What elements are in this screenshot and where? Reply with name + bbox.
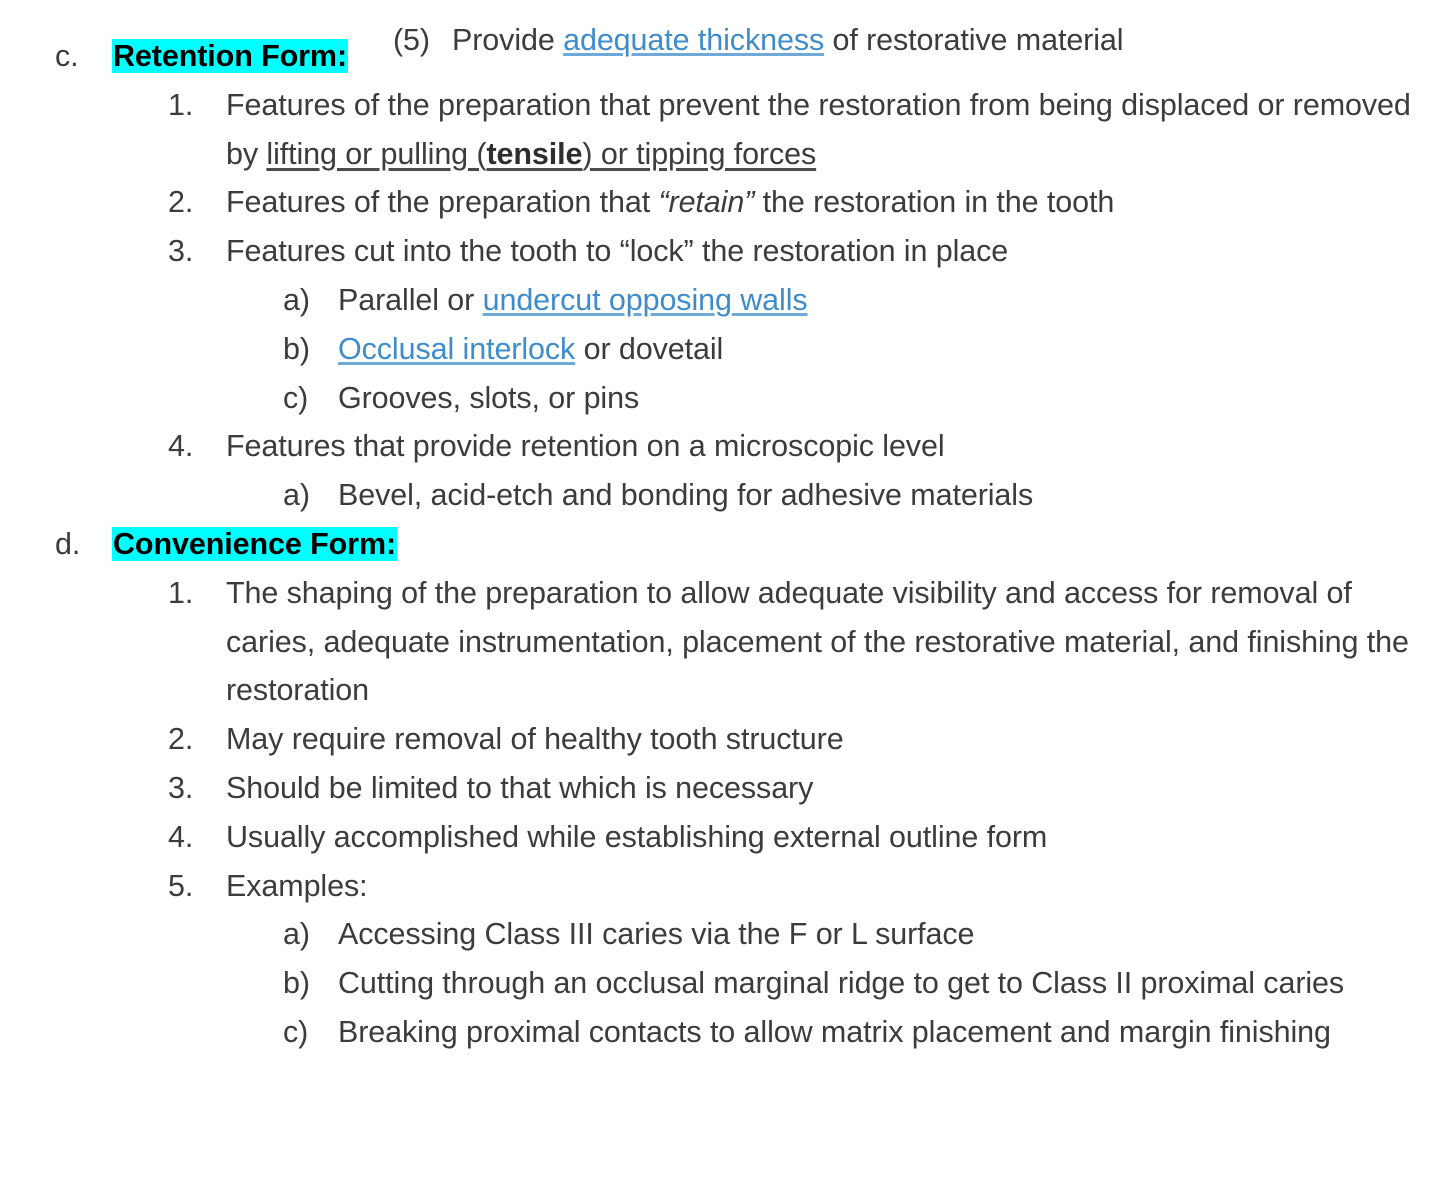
outline-item-text: [226, 178, 1440, 227]
text-run: Features of the preparation that prevent the restoration from being displaced or removed by: [226, 87, 1411, 171]
outline-item-convenience-5c: [0, 1008, 1440, 1057]
list-marker: 1.: [168, 575, 194, 610]
outline-item-retention-1: [0, 81, 1440, 179]
list-marker: a): [283, 478, 310, 513]
text-run: or dovetail: [575, 331, 724, 366]
outline-item-convenience-2: [0, 715, 1440, 764]
outline-item-text: Features cut into the tooth to “lock” the restoration in place: [226, 234, 1009, 269]
section-heading-retention-form: [0, 32, 1440, 81]
underlined-run: ) or tipping forces: [582, 136, 817, 171]
outline-item-text: [338, 276, 1440, 325]
list-marker: 2.: [168, 722, 194, 757]
italic-quote-retain: “retain”: [658, 185, 755, 220]
highlighted-heading: Retention Form:: [113, 39, 348, 73]
list-marker: 3.: [168, 770, 194, 805]
underlined-run: lifting or pulling (: [266, 136, 487, 171]
outline-item-retention-3c: [0, 374, 1440, 423]
list-marker: a): [283, 282, 310, 317]
outline-item-text: Cutting through an occlusal marginal ridge to get to Class II proximal caries: [338, 966, 1345, 1001]
outline-item-convenience-5b: [0, 959, 1440, 1008]
hyperlink-adequate-thickness[interactable]: adequate thickness: [563, 23, 825, 57]
outline-item-text: [338, 325, 1440, 374]
outline-item-text: Accessing Class III caries via the F or L surface: [338, 917, 975, 952]
outline-item-retention-3a: [0, 276, 1440, 325]
outline-item-convenience-4: [0, 813, 1440, 862]
outline-item-retention-2: [0, 178, 1440, 227]
heading-text: [112, 32, 1440, 81]
text-run: Features of the preparation that: [226, 185, 659, 220]
hyperlink-undercut-opposing-walls[interactable]: undercut opposing walls: [482, 282, 808, 317]
list-marker: 2.: [168, 185, 194, 220]
outline-item-text: [226, 81, 1440, 179]
section-heading-convenience-form: [0, 520, 1440, 569]
list-marker: c): [283, 380, 309, 415]
text-run: the restoration in the tooth: [754, 185, 1115, 220]
list-marker: 4.: [168, 819, 194, 854]
outline-item-retention-3b: [0, 325, 1440, 374]
list-marker: b): [283, 966, 310, 1001]
outline-item-text: Should be limited to that which is necessary: [226, 770, 814, 805]
list-marker: 5.: [168, 868, 194, 903]
list-marker: 1.: [168, 87, 194, 122]
list-marker: 3.: [168, 234, 194, 269]
outline-item-convenience-1: [0, 569, 1440, 715]
outline-item-convenience-5a: [0, 910, 1440, 959]
list-marker: b): [283, 331, 310, 366]
text-run: of restorative material: [824, 23, 1124, 57]
list-marker: c): [283, 1014, 309, 1049]
list-marker: d.: [55, 526, 81, 561]
text-run: Parallel or: [338, 282, 483, 317]
outline-item-text: Breaking proximal contacts to allow matrix placement and margin finishing: [338, 1014, 1331, 1049]
outline-item-text: Usually accomplished while establishing external outline form: [226, 819, 1048, 854]
outline-item-text: The shaping of the preparation to allow adequate visibility and access for removal of caries, adequate instrumentation, placement of the restorative material, and finishing the restoration: [226, 575, 1409, 708]
bold-underlined-run-tensile: tensile: [486, 136, 583, 171]
hyperlink-occlusal-interlock[interactable]: Occlusal interlock: [338, 331, 576, 366]
heading-text: [112, 520, 1440, 569]
text-run: Provide: [452, 23, 564, 57]
list-marker: a): [283, 917, 310, 952]
outline-item-retention-3: [0, 227, 1440, 276]
outline-item-text: May require removal of healthy tooth structure: [226, 722, 844, 757]
outline-item-retention-4: [0, 422, 1440, 471]
outline-item-convenience-5: [0, 862, 1440, 911]
list-marker: 4.: [168, 429, 194, 464]
highlighted-heading: Convenience Form:: [113, 526, 397, 561]
outline-item-text: Features that provide retention on a microscopic level: [226, 429, 945, 464]
document-page: [0, 23, 1440, 1186]
outline-item-convenience-3: [0, 764, 1440, 813]
outline-item-retention-4a: [0, 471, 1440, 520]
outline-item-text: Bevel, acid-etch and bonding for adhesive materials: [338, 478, 1034, 513]
list-marker: (5): [393, 23, 430, 57]
outline-item-text: Grooves, slots, or pins: [338, 380, 640, 415]
list-marker: c.: [55, 39, 79, 73]
outline-item-text: Examples:: [226, 868, 368, 903]
